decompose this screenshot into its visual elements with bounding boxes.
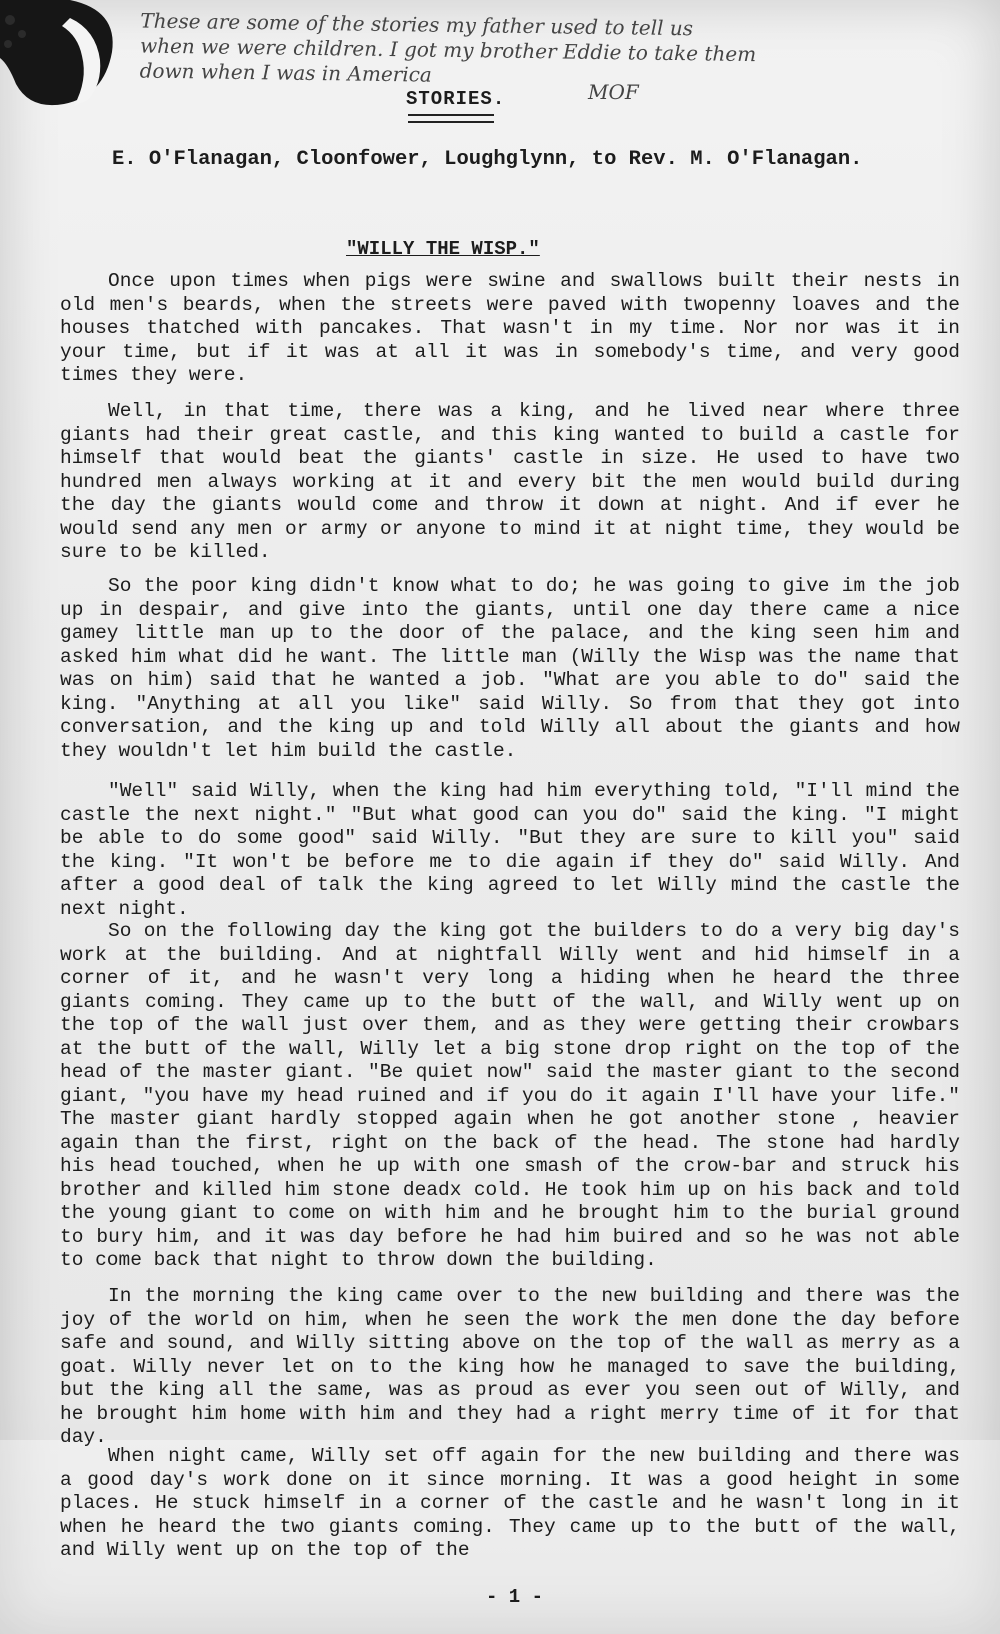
page-title: STORIES. <box>406 88 506 110</box>
story-title: "WILLY THE WISP." <box>346 238 540 260</box>
paragraph-4: "Well" said Willy, when the king had him everything told, "I'll mind the castle the next night." "But what good can you do" said the king. "I might be able to do some good" said Willy. "But they are sure to kill you" said the king. "It won't be before me to die again if they do" said Willy. And after a good deal of talk the king agreed to let Willy mind the castle the next night. <box>60 780 960 920</box>
handwritten-initials: MOF <box>588 80 639 104</box>
paragraph-3: So the poor king didn't know what to do; he was going to give im the job up in despair, and give into the giants, until one day there came a nice gamey little man up to the door of the palace, and the king seen him and asked him what did he want. The little man (Willy the Wisp was the name that was on him) said that he wanted a job. "What are you able to do" said the king. "Anything at all you like" said Willy. So from that they got into conversation, and the king up and told Willy all about the giants and how they wouldn't let him build the castle. <box>60 575 960 762</box>
page-number: - 1 - <box>486 1586 544 1608</box>
handwritten-note <box>140 9 921 95</box>
paragraph-7: When night came, Willy set off again for the new building and there was a good day's work done on it since morning. It was a good height in some places. He stuck himself in a corner of the castle and he wasn't long in it when he heard the two giants coming. They came up to the butt of the wall, and Willy went up on the top of the <box>60 1445 960 1561</box>
ink-blot <box>0 0 120 110</box>
title-double-rule <box>408 114 494 123</box>
byline: E. O'Flanagan, Cloonfower, Loughglynn, to Rev. M. O'Flanagan. <box>112 148 863 171</box>
paragraph-6: In the morning the king came over to the new building and there was the joy of the world on him, when he seen the work the men done the day before safe and sound, and Willy sitting above on the top of the wall as merry as a goat. Willy never let on to the king how he managed to save the building, but the king all the same, was as proud as ever you seen out of Willy, and he brought him home with him and they had a right merry time of it for that day. <box>60 1285 960 1448</box>
paragraph-2: Well, in that time, there was a king, and he lived near where three giants had their great castle, and this king wanted to build a castle for himself that would beat the giants' castle in size. He used to have two hundred men always working at it and every bit the men would build during the day the giants would come and throw it down at night. And if ever he would send any men or army or anyone to mind it at night time, they would be sure to be killed. <box>60 400 960 563</box>
paragraph-5: So on the following day the king got the builders to do a very big day's work at the building. And at nightfall Willy went and hid himself in a corner of it, and he wasn't very long a hiding when he heard the three giants coming. They came up to the butt of the wall, and Willy went up on the top of the wall just over them, and as they were getting their crowbars at the butt of the wall, Willy let a big stone drop right on the top of the head of the master giant. "Be quiet now" said the master giant to the second giant, "you have my head ruined and if you do it again I'll have your life." The master giant hardly stopped again when he got another stone , heavier again than the first, right on the back of the head. The stone had hardly his head touched, when he up with one smash of the crow-bar and struck his brother and killed him stone deadx cold. He took him up on his back and told the young giant to come on with him and he brought him to the burial ground to bury him, and it was day before he had him buired and so he was not able to come back that night to throw down the building. <box>60 920 960 1271</box>
handwritten-line: when we were children. I got my brother Eddie to take them <box>139 33 757 67</box>
paragraph-1: Once upon times when pigs were swine and swallows built their nests in old men's beards, when the streets were paved with twopenny loaves and the houses thatched with pancakes. That wasn't in my time. Nor nor was it in your time, but if it was at all it was in somebody's time, and very good times they were. <box>60 270 960 386</box>
handwritten-line: These are some of the stories my father used to tell us <box>140 8 694 41</box>
handwritten-line: down when I was in America <box>139 58 433 87</box>
